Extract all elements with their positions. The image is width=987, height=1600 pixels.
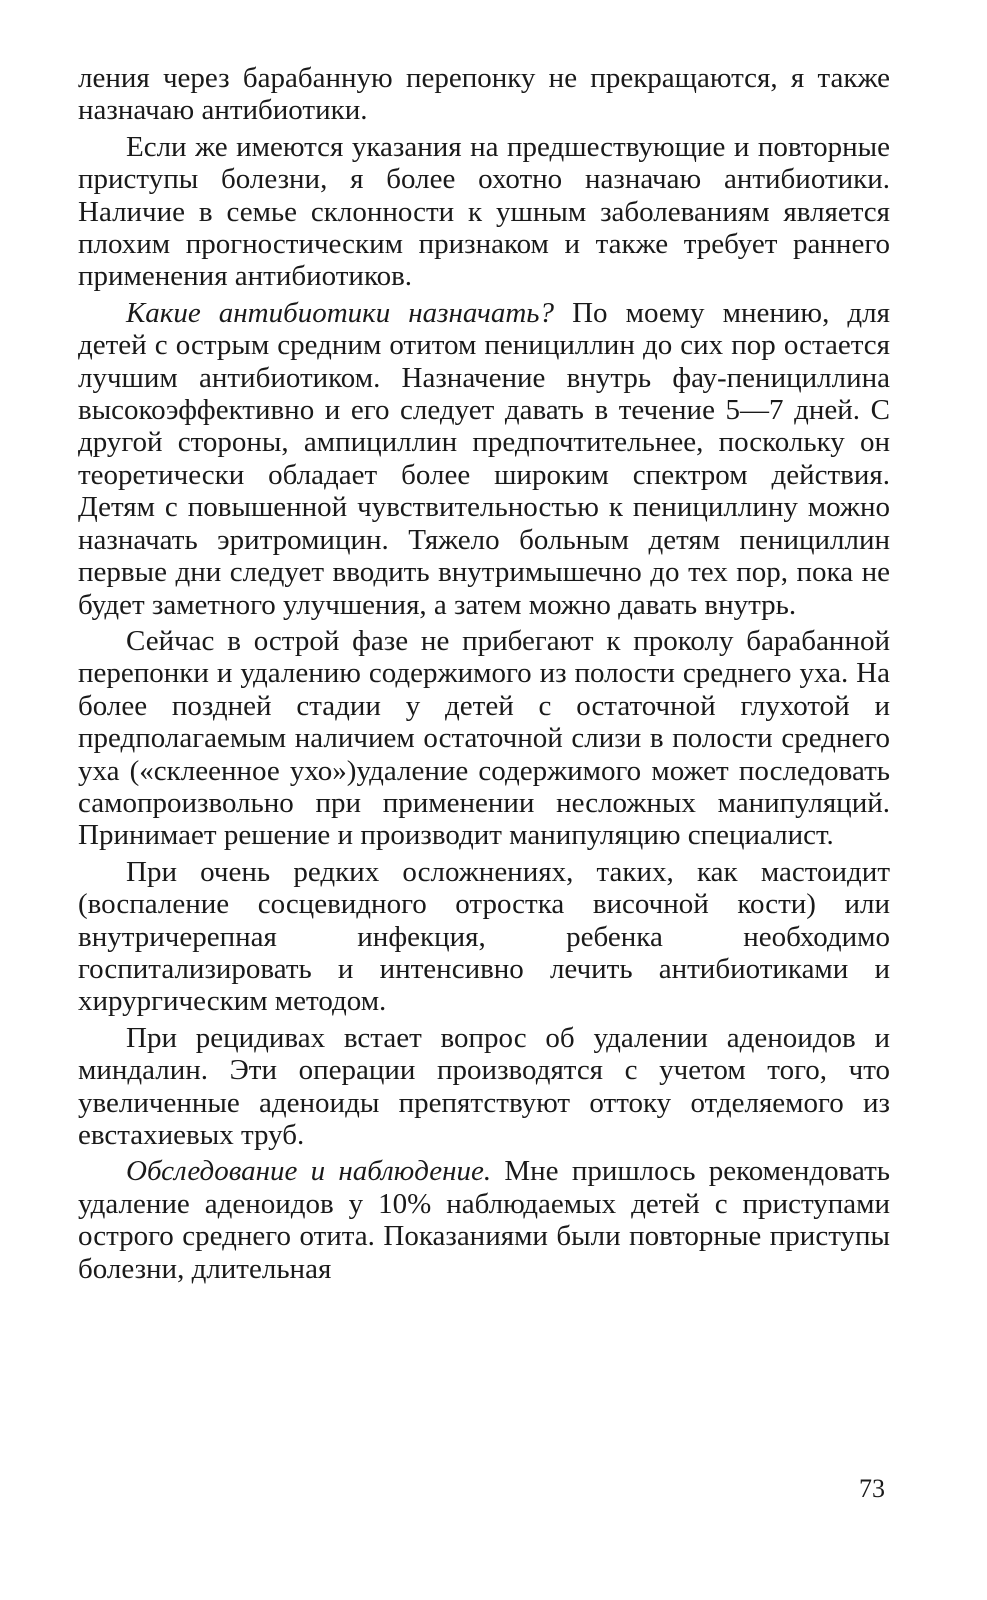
paragraph-relapses	[78, 1022, 890, 1152]
paragraph-continuation	[78, 62, 890, 127]
paragraph-text: Если же имеются указания на предшествующие и повторные приступы болезни, я более охотно назначаю антибиотики. Наличие в семье склонности к ушным заболеваниям является плохим прогностическим признаком и также требует раннего применения антибиотиков.	[78, 130, 890, 293]
paragraph-text: По моему мнению, для детей с острым средним отитом пенициллин до сих пор остается лучшим антибиотиком. Назначение внутрь фау-пенициллина высокоэффективно и его следует давать в течение 5—7 дней. С другой стороны, ампициллин предпочтительнее, поскольку он теоретически обладает более широким спектром действия. Детям с повышенной чувствительностью к пенициллину можно назначать эритромицин. Тяжело больным детям пенициллин первые дни следует вводить внутримышечно до тех пор, пока не будет заметного улучшения, а затем можно давать внутрь.	[78, 296, 890, 621]
paragraph-examination	[78, 1155, 890, 1285]
paragraph-text: При очень редких осложнениях, таких, как мастоидит (воспаление сосцевидного отростка височной кости) или внутричерепная инфекция, ребенка необходимо госпитализировать и интенсивно лечить антибиотиками и хирургическим методом.	[78, 855, 890, 1018]
paragraph-text: ления через барабанную перепонку не прекращаются, я также назначаю антибиотики.	[78, 62, 890, 127]
page-body	[78, 62, 890, 1285]
paragraph-lead-italic: Какие антибиотики назначать?	[126, 296, 554, 329]
paragraph-text: При рецидивах встает вопрос об удалении аденоидов и миндалин. Эти операции производятся с учетом того, что увеличенные аденоиды препятствуют оттоку отделяемого из евстахиевых труб.	[78, 1021, 890, 1151]
paragraph-text: Мне пришлось рекомендовать удаление аденоидов у 10% наблюдаемых детей с приступами острого среднего отита. Показаниями были повторные приступы болезни, длительная	[78, 1155, 890, 1285]
paragraph-which-antibiotics	[78, 297, 890, 621]
paragraph-acute-phase	[78, 625, 890, 852]
paragraph-recurrent-attacks	[78, 131, 890, 293]
paragraph-complications	[78, 856, 890, 1018]
paragraph-lead-italic: Обследование и наблюдение.	[126, 1155, 492, 1188]
page-number: 73	[859, 1474, 885, 1503]
paragraph-text: Сейчас в острой фазе не прибегают к проколу барабанной перепонки и удалению содержимого из полости среднего уха. На более поздней стадии у детей с остаточной глухотой и предполагаемым наличием остаточной слизи в полости среднего уха («склеенное ухо»)удаление содержимого может последовать самопроизвольно при применении несложных манипуляций. Принимает решение и производит манипуляцию специалист.	[78, 624, 890, 852]
